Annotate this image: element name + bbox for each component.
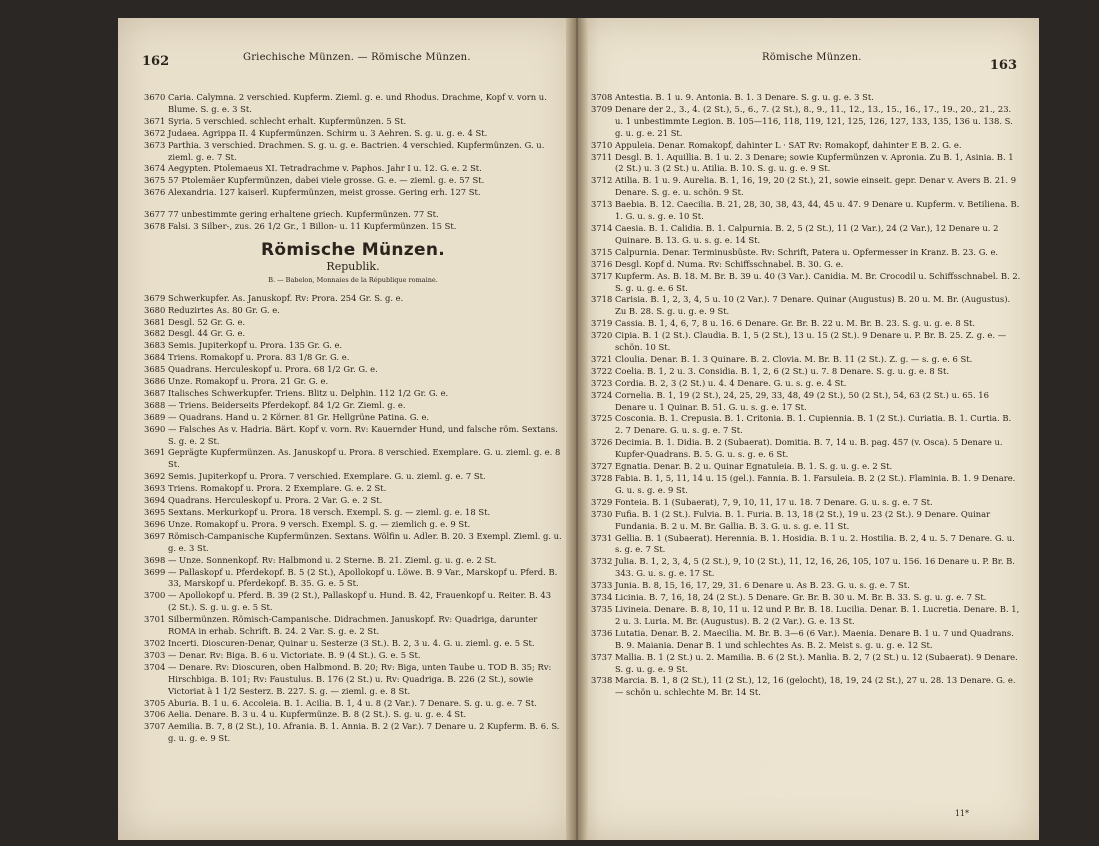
lot-description: — Triens. Beiderseits Pferdekopf. 84 1/2 Gr. Zieml. g. e. — [168, 399, 406, 410]
lot-number: 3718 — [591, 294, 613, 305]
catalog-entry — [144, 698, 562, 710]
signature-mark: 11* — [954, 809, 969, 818]
lot-number: 3671 — [144, 115, 166, 126]
catalog-entry — [144, 662, 562, 698]
catalog-entry — [144, 388, 562, 400]
lot-number: 3689 — [144, 411, 166, 422]
lot-description: Cosconia. B. 1. Crepusia. B. 1. Critonia. B. 1. Cupiennia. B. 1 (2 St.). Curiatia. B. 1. Curtia. B. 2. 7 Denare. G. u. s. g. e. 7 St. — [615, 413, 1012, 436]
section-title: Römische Münzen. — [261, 239, 445, 260]
lot-description: Egnatia. Denar. B. 2 u. Quinar Egnatuleia. B. 1. S. g. u. g. e. 2 St. — [615, 461, 893, 472]
lot-description: Desgl. 44 Gr. G. e. — [168, 328, 246, 339]
lot-description: Desgl. Kopf d. Numa. Rv: Schiffsschnabel. B. 30. G. e. — [615, 258, 844, 269]
entries-misc — [144, 209, 562, 233]
catalog-entry — [144, 116, 562, 128]
lot-number: 3727 — [591, 461, 613, 472]
section-subtitle: Republik. — [326, 259, 380, 273]
lot-number: 3731 — [591, 532, 613, 543]
catalog-entry — [591, 271, 1021, 295]
lot-description: Unze. Romakopf u. Prora. 21 Gr. G. e. — [168, 376, 329, 387]
entries-roman-continued — [591, 92, 1021, 699]
running-head-right: Römische Münzen. — [762, 52, 862, 63]
lot-number: 3720 — [591, 330, 613, 341]
lot-number: 3706 — [144, 709, 166, 720]
catalog-entry — [144, 163, 562, 175]
lot-number: 3680 — [144, 304, 166, 315]
catalog-entry — [591, 473, 1021, 497]
lot-description: Incerti. Dioscuren-Denar, Quinar u. Sesterze (3 St.). B. 2, 3 u. 4. G. u. zieml. g. e. 5 St. — [168, 637, 535, 648]
catalog-entry — [591, 318, 1021, 330]
catalog-entry — [591, 390, 1021, 414]
catalog-entry — [144, 590, 562, 614]
lot-description: Aemilia. B. 7, 8 (2 St.), 10. Afrania. B. 1. Annia. B. 2 (2 Var.). 7 Denare u. 2 Kupferm. B. 6. S. g. u. g. e. 9 St. — [168, 721, 560, 744]
catalog-entry — [591, 580, 1021, 592]
lot-description: Cordia. B. 2, 3 (2 St.) u. 4. 4 Denare. G. u. s. g. e. 4 St. — [615, 377, 847, 388]
lot-number: 3687 — [144, 387, 166, 398]
lot-description: Reduzirtes As. 80 Gr. G. e. — [168, 304, 280, 315]
lot-description: Quadrans. Herculeskopf u. Prora. 68 1/2 Gr. G. e. — [168, 364, 378, 375]
catalog-entry — [591, 461, 1021, 473]
catalog-entry — [591, 652, 1021, 676]
lot-description: — Apollokopf u. Pferd. B. 39 (2 St.), Pallaskopf u. Hund. B. 42, Frauenkopf u. Reiter. B. 43 (2 St.). S. g. u. g. e. 5 St. — [168, 590, 552, 613]
catalog-entry — [144, 721, 562, 745]
catalog-entry — [144, 555, 562, 567]
lot-number: 3724 — [591, 389, 613, 400]
lot-description: Unze. Romakopf u. Prora. 9 versch. Exempl. S. g. — ziemlich g. e. 9 St. — [168, 518, 471, 529]
lot-number: 3676 — [144, 187, 166, 198]
lot-number: 3701 — [144, 614, 166, 625]
entries-greek — [144, 92, 562, 199]
lot-description: Junia. B. 8, 15, 16, 17, 29, 31. 6 Denare u. As B. 23. G. u. s. g. e. 7 St. — [615, 580, 910, 591]
lot-number: 3734 — [591, 592, 613, 603]
catalog-entry — [144, 709, 562, 721]
lot-description: Judaea. Agrippa II. 4 Kupfermünzen. Schirm u. 3 Aehren. S. g. u. g. e. 4 St. — [168, 127, 488, 138]
lot-number: 3692 — [144, 471, 166, 482]
lot-description: 77 unbestimmte gering erhaltene griech. Kupfermünzen. 77 St. — [168, 209, 439, 220]
catalog-entry — [591, 675, 1021, 699]
lot-description: Falsi. 3 Silber-, zus. 26 1/2 Gr., 1 Billon- u. 11 Kupfermünzen. 15 St. — [168, 221, 457, 232]
lot-description: — Denar. Rv: Biga. B. 6 u. Victoriate. B. 9 (4 St.). G. e. 5 St. — [168, 649, 421, 660]
catalog-entry — [591, 294, 1021, 318]
lot-description: Cipia. B. 1 (2 St.). Claudia. B. 1, 5 (2 St.), 13 u. 15 (2 St.). 9 Denare u. P. Br. B. 25. Z. g. e. — schön. 10 St. — [615, 330, 1007, 353]
lot-number: 3681 — [144, 316, 166, 327]
left-content — [144, 92, 562, 745]
lot-number: 3694 — [144, 495, 166, 506]
catalog-entry — [591, 378, 1021, 390]
lot-description: Aburia. B. 1 u. 6. Accoleia. B. 1. Acilia. B. 1, 4 u. 8 (2 Var.). 7 Denare. S. g. u. g. e. 7 St. — [168, 697, 537, 708]
lot-description: Sextans. Merkurkopf u. Prora. 18 versch. Exempl. S. g. — zieml. g. e. 18 St. — [168, 507, 491, 517]
catalog-entry — [144, 293, 562, 305]
lot-number: 3677 — [144, 209, 166, 220]
catalog-entry — [144, 531, 562, 555]
catalog-entry — [591, 330, 1021, 354]
catalog-entry — [144, 140, 562, 164]
lot-number: 3696 — [144, 518, 166, 529]
lot-number: 3685 — [144, 364, 166, 375]
catalog-entry — [591, 223, 1021, 247]
catalog-entry — [591, 140, 1021, 152]
lot-description: Kupferm. As. B. 18. M. Br. B. 39 u. 40 (3 Var.). Canidia. M. Br. Crocodil u. Schiffsschnabel. B. 2. S. g. u. g. e. 6 St. — [615, 270, 1021, 293]
lot-description: Carisia. B. 1, 2, 3, 4, 5 u. 10 (2 Var.). 7 Denare. Quinar (Augustus) B. 20 u. M. Br. (Augustus). Zu B. 28. S. g. u. g. e. 9 St. — [615, 294, 1011, 317]
lot-description: Italisches Schwerkupfer. Triens. Blitz u. Delphin. 112 1/2 Gr. G. e. — [168, 387, 449, 398]
lot-number: 3726 — [591, 437, 613, 448]
lot-number: 3686 — [144, 376, 166, 387]
lot-number: 3690 — [144, 423, 166, 434]
lot-description: — Quadrans. Hand u. 2 Körner. 81 Gr. Hellgrüne Patina. G. e. — [168, 411, 430, 422]
catalog-entry — [591, 556, 1021, 580]
lot-description: Gellia. B. 1 (Subaerat). Herennia. B. 1. Hosidia. B. 1 u. 2. Hostilia. B. 2, 4 u. 5. 7 Denare. G. u. s. g. e. 7 St. — [615, 532, 1015, 555]
lot-number: 3736 — [591, 627, 613, 638]
running-head-left: Griechische Münzen. — Römische Münzen. — [243, 52, 471, 63]
catalog-entry — [144, 92, 562, 116]
catalog-entry — [144, 328, 562, 340]
catalog-entry — [144, 340, 562, 352]
catalog-entry — [591, 199, 1021, 223]
catalog-entry — [144, 187, 562, 199]
lot-number: 3697 — [144, 530, 166, 541]
lot-number: 3688 — [144, 399, 166, 410]
catalog-entry — [591, 604, 1021, 628]
lot-description: Licinia. B. 7, 16, 18, 24 (2 St.). 5 Denare. Gr. Br. B. 30 u. M. Br. B. 33. S. g. u. g. e. 7 St. — [615, 592, 987, 603]
lot-number: 3670 — [144, 92, 166, 102]
lot-description: Geprägte Kupfermünzen. As. Januskopf u. Prora. 8 verschied. Exemplare. G. u. zieml. g. e. 8 St. — [168, 447, 561, 470]
lot-number: 3683 — [144, 340, 166, 351]
catalog-entry — [591, 247, 1021, 259]
catalog-entry — [144, 519, 562, 531]
lot-description: Alexandria. 127 kaiserl. Kupfermünzen, meist grosse. Gering erh. 127 St. — [168, 187, 481, 198]
lot-description: Atilia. B. 1 u. 9. Aurelia. B. 1, 16, 19, 20 (2 St.), 21, sowie einseit. gepr. Denar v. Avers B. 21. 9 Denare. S. g. e. u. schön. 9 St. — [615, 175, 1017, 198]
catalog-entry — [144, 471, 562, 483]
lot-number: 3713 — [591, 199, 613, 210]
catalog-entry — [144, 317, 562, 329]
catalog-entry — [591, 509, 1021, 533]
lot-description: Julia. B. 1, 2, 3, 4, 5 (2 St.), 9, 10 (2 St.), 11, 12, 16, 26, 105, 107 u. 156. 16 Denare u. P. Br. B. 343. G. u. s. g. e. 17 St. — [615, 556, 1015, 579]
lot-description: Marcia. B. 1, 8 (2 St.), 11 (2 St.), 12, 16 (gelocht), 18, 19, 24 (2 St.), 27 u. 28. 13 Denare. G. e. — schön u. schlechte M. Br. 14 St. — [615, 675, 1016, 698]
lot-number: 3707 — [144, 721, 166, 732]
lot-number: 3730 — [591, 508, 613, 519]
section-note: B. — Babelon, Monnaies de la République romaine. — [268, 275, 438, 284]
lot-number: 3674 — [144, 163, 166, 174]
lot-description: Cornelia. B. 1, 19 (2 St.), 24, 25, 29, 33, 48, 49 (2 St.), 50 (2 St.), 54, 63 (2 St.) u. 65. 16 Denare u. 1 Quinar. B. 51. G. u. s. g. e. 17 St. — [615, 389, 989, 412]
lot-description: Caria. Calymna. 2 verschied. Kupferm. Zieml. g. e. und Rhodus. Drachme, Kopf v. vorn u. Blume. S. g. e. 3 St. — [168, 92, 547, 114]
lot-number: 3732 — [591, 556, 613, 567]
catalog-entry — [591, 92, 1021, 104]
book-gutter — [566, 18, 588, 840]
lot-description: Semis. Jupiterkopf u. Prora. 135 Gr. G. e. — [168, 340, 343, 351]
lot-number: 3710 — [591, 139, 613, 150]
lot-description: Syria. 5 verschied. schlecht erhalt. Kupfermünzen. 5 St. — [168, 115, 407, 126]
right-page — [577, 18, 1039, 840]
catalog-entry — [144, 128, 562, 140]
lot-description: Appuleia. Denar. Romakopf, dahinter L · SAT Rv: Romakopf, dahinter E B. 2. G. e. — [615, 139, 962, 150]
lot-number: 3723 — [591, 377, 613, 388]
lot-number: 3682 — [144, 328, 166, 339]
lot-number: 3716 — [591, 258, 613, 269]
lot-description: Caesia. B. 1. Calidia. B. 1. Calpurnia. B. 2, 5 (2 St.), 11 (2 Var.), 24 (2 Var.), 12 Denare u. 2 Quinare. B. 13. G. u. s. g. e. 14 St. — [615, 222, 999, 245]
left-page — [118, 18, 573, 840]
catalog-entry — [144, 209, 562, 221]
lot-description: Cassia. B. 1, 4, 6, 7, 8 u. 16. 6 Denare. Gr. Br. B. 22 u. M. Br. B. 23. S. g. u. g. e. 8 St. — [615, 318, 976, 329]
catalog-entry — [144, 305, 562, 317]
lot-number: 3678 — [144, 221, 166, 232]
lot-number: 3708 — [591, 92, 613, 102]
catalog-entry — [591, 259, 1021, 271]
lot-number: 3722 — [591, 365, 613, 376]
page-number-left: 162 — [142, 54, 170, 69]
lot-description: Aegypten. Ptolemaeus XI. Tetradrachme v. Paphos. Jahr I u. 12. G. e. 2 St. — [168, 163, 482, 174]
lot-number: 3673 — [144, 139, 166, 150]
lot-number: 3738 — [591, 675, 613, 686]
lot-description: Baebia. B. 12. Caecilia. B. 21, 28, 30, 38, 43, 44, 45 u. 47. 9 Denare u. Kupferm. v. Betiliena. B. 1. G. u. s. g. e. 10 St. — [615, 199, 1020, 222]
lot-description: Lutatia. Denar. B. 2. Maecilia. M. Br. B. 3—6 (6 Var.). Maenia. Denare B. 1 u. 7 und Quadrans. B. 9. Maiania. Denar B. 1 und schlechtes As. B. 2. Meist s. g. u. g. e. 12 St. — [615, 627, 1014, 650]
lot-number: 3695 — [144, 507, 166, 517]
lot-description: Coelia. B. 1, 2 u. 3. Considia. B. 1, 2, 6 (2 St.) u. 7. 8 Denare. S. g. u. g. e. 8 St. — [615, 365, 950, 376]
lot-number: 3733 — [591, 580, 613, 591]
lot-description: Semis. Jupiterkopf u. Prora. 7 verschied. Exemplare. G. u. zieml. g. e. 7 St. — [168, 471, 486, 482]
catalog-entry — [144, 567, 562, 591]
lot-description: — Unze. Sonnenkopf. Rv: Halbmond u. 2 Sterne. B. 21. Zieml. g. u. g. e. 2 St. — [168, 554, 497, 565]
lot-number: 3719 — [591, 318, 613, 329]
lot-description: Schwerkupfer. As. Januskopf. Rv: Prora. 254 Gr. S. g. e. — [168, 292, 404, 303]
page-number-right: 163 — [989, 58, 1017, 73]
lot-number: 3691 — [144, 447, 166, 458]
catalog-entry — [591, 592, 1021, 604]
catalog-entry — [144, 221, 562, 233]
right-content — [591, 92, 1021, 699]
lot-number: 3721 — [591, 353, 613, 364]
lot-number: 3699 — [144, 566, 166, 577]
catalog-entry — [144, 638, 562, 650]
lot-description: Cloulia. Denar. B. 1. 3 Quinare. B. 2. Clovia. M. Br. B. 11 (2 St.). Z. g. — s. g. e. 6 St. — [615, 353, 973, 364]
catalog-entry — [591, 437, 1021, 461]
lot-number: 3704 — [144, 661, 166, 672]
lot-number: 3703 — [144, 649, 166, 660]
lot-description: Fufia. B. 1 (2 St.). Fulvia. B. 1. Furia. B. 13, 18 (2 St.), 19 u. 23 (2 St.). 9 Denare. Quinar Fundania. B. 2 u. M. Br. Gallia. B. 3. G. u. s. g. e. 11 St. — [615, 508, 991, 531]
catalog-entry — [144, 650, 562, 662]
catalog-entry — [591, 152, 1021, 176]
lot-number: 3717 — [591, 270, 613, 281]
lot-description: — Denare. Rv: Dioscuren, oben Halbmond. B. 20; Rv: Biga, unten Taube u. TOD B. 35; Rv: Hirschbiga. B. 101; Rv: Faustulus. B. 176 (2 St.) u. Rv: Quadriga. B. 226 (2 St.), sowie Victoriat à 1 1/2 Sesterz. B. 227. S. g. — zieml. g. e. 8 St. — [168, 661, 552, 696]
lot-description: Fabia. B. 1, 5, 11, 14 u. 15 (gel.). Fannia. B. 1. Farsuleia. B. 2 (2 St.). Flaminia. B. 1. 9 Denare. G. u. s. g. e. 9 St. — [615, 473, 1016, 495]
lot-description: Decimia. B. 1. Didia. B. 2 (Subaerat). Domitia. B. 7, 14 u. B. pag. 457 (v. Osca). 5 Denare u. Kupfer-Quadrans. B. 5. G. u. s. g. e. 6 St. — [615, 437, 1003, 460]
catalog-entry — [144, 424, 562, 448]
lot-number: 3675 — [144, 175, 166, 186]
catalog-entry — [144, 447, 562, 471]
lot-number: 3679 — [144, 292, 166, 303]
lot-description: Aelia. Denare. B. 3 u. 4 u. Kupfermünze. B. 8 (2 St.). S. g. u. g. e. 4 St. — [168, 709, 467, 720]
catalog-entry — [591, 497, 1021, 509]
lot-number: 3728 — [591, 473, 613, 483]
lot-description: Fonteia. B. 1 (Subaerat), 7, 9, 10, 11, 17 u. 18. 7 Denare. G. u. s. g. e. 7 St. — [615, 496, 933, 507]
lot-description: Quadrans. Herculeskopf u. Prora. 2 Var. G. e. 2 St. — [168, 495, 383, 506]
lot-description: Desgl. 52 Gr. G. e. — [168, 316, 246, 327]
lot-number: 3709 — [591, 103, 613, 114]
catalog-entry — [591, 628, 1021, 652]
entries-roman — [144, 293, 562, 745]
catalog-entry — [144, 376, 562, 388]
catalog-entry — [591, 413, 1021, 437]
catalog-entry — [144, 507, 562, 519]
lot-number: 3705 — [144, 697, 166, 708]
lot-description: Livineia. Denare. B. 8, 10, 11 u. 12 und P. Br. B. 18. Lucilia. Denar. B. 1. Lucretia. Denare. B. 1, 2 u. 3. Luria. M. Br. (Augustus). B. 2 (2 Var.). G. e. 13 St. — [615, 603, 1020, 626]
lot-number: 3698 — [144, 554, 166, 565]
catalog-entry — [144, 400, 562, 412]
catalog-entry — [591, 104, 1021, 140]
lot-description: Parthia. 3 verschied. Drachmen. S. g. u. g. e. Bactrien. 4 verschied. Kupfermünzen. G. u. zieml. g. e. 7 St. — [168, 139, 545, 162]
lot-number: 3712 — [591, 175, 613, 186]
lot-description: Desgl. B. 1. Aquillia. B. 1 u. 2. 3 Denare; sowie Kupfermünzen v. Apronia. Zu B. 1, Asinia. B. 1 (2 St.) u. 3 (2 St.) u. Atilia. B. 10. S. g. u. g. e. 9 St. — [615, 151, 1014, 174]
catalog-entry — [591, 366, 1021, 378]
lot-description: Mallia. B. 1 (2 St.) u. 2. Mamilia. B. 6 (2 St.). Manlia. B. 2, 7 (2 St.) u. 12 (Subaerat). 9 Denare. S. g. u. g. e. 9 St. — [615, 651, 1018, 674]
catalog-entry — [144, 483, 562, 495]
lot-description: 57 Ptolemäer Kupfermünzen, dabei viele grosse. G. e. — zieml. g. e. 57 St. — [168, 175, 485, 186]
lot-number: 3702 — [144, 637, 166, 648]
lot-number: 3700 — [144, 590, 166, 601]
lot-number: 3735 — [591, 603, 613, 614]
lot-number: 3672 — [144, 127, 166, 138]
lot-number: 3737 — [591, 651, 613, 662]
lot-number: 3715 — [591, 246, 613, 257]
lot-description: Antestia. B. 1 u. 9. Antonia. B. 1. 3 Denare. S. g. u. g. e. 3 St. — [615, 92, 874, 102]
catalog-entry — [591, 175, 1021, 199]
catalog-entry — [144, 614, 562, 638]
lot-number: 3729 — [591, 496, 613, 507]
lot-number: 3714 — [591, 222, 613, 233]
lot-description: — Falsches As v. Hadria. Bärt. Kopf v. vorn. Rv: Kauernder Hund, und falsche röm. Sextans. S. g. e. 2 St. — [168, 423, 558, 446]
lot-description: Silbermünzen. Römisch-Campanische. Didrachmen. Januskopf. Rv: Quadriga, darunter ROMA in erhab. Schrift. B. 24. 2 Var. S. g. e. 2 St. — [168, 614, 538, 637]
lot-description: Triens. Romakopf u. Prora. 2 Exemplare. G. e. 2 St. — [168, 483, 387, 494]
catalog-entry — [144, 412, 562, 424]
lot-description: Triens. Romakopf u. Prora. 83 1/8 Gr. G. e. — [168, 352, 350, 363]
catalog-entry — [144, 175, 562, 187]
lot-description: Denare der 2., 3., 4. (2 St.), 5., 6., 7. (2 St.), 8., 9., 11., 12., 13., 15., 16., 17., 19., 20., 21., 23. u. 1 unbestimmte Legion. B. 105—116, 118, 119, 121, 125, 126, 127, 133, 135, 136 u. 138. S. g. u. g. e. 21 St. — [615, 103, 1013, 138]
catalog-entry — [144, 495, 562, 507]
lot-number: 3684 — [144, 352, 166, 363]
catalog-entry — [144, 364, 562, 376]
catalog-entry — [591, 354, 1021, 366]
catalog-entry — [144, 352, 562, 364]
lot-number: 3725 — [591, 413, 613, 424]
catalog-entry — [591, 533, 1021, 557]
lot-description: Römisch-Campanische Kupfermünzen. Sextans. Wölfin u. Adler. B. 20. 3 Exempl. Zieml. g. u. g. e. 3 St. — [168, 530, 562, 553]
lot-number: 3693 — [144, 483, 166, 494]
lot-description: — Pallaskopf u. Pferdekopf. B. 5 (2 St.), Apollokopf u. Löwe. B. 9 Var., Marskopf u. Pferd. B. 33, Marskopf u. Pferdekopf. B. 35. G. e. 5 St. — [168, 566, 558, 589]
lot-description: Calpurnia. Denar. Terminusbüste. Rv: Schrift, Patera u. Opfermesser in Kranz. B. 23. G. e. — [615, 246, 999, 257]
lot-number: 3711 — [591, 151, 613, 162]
